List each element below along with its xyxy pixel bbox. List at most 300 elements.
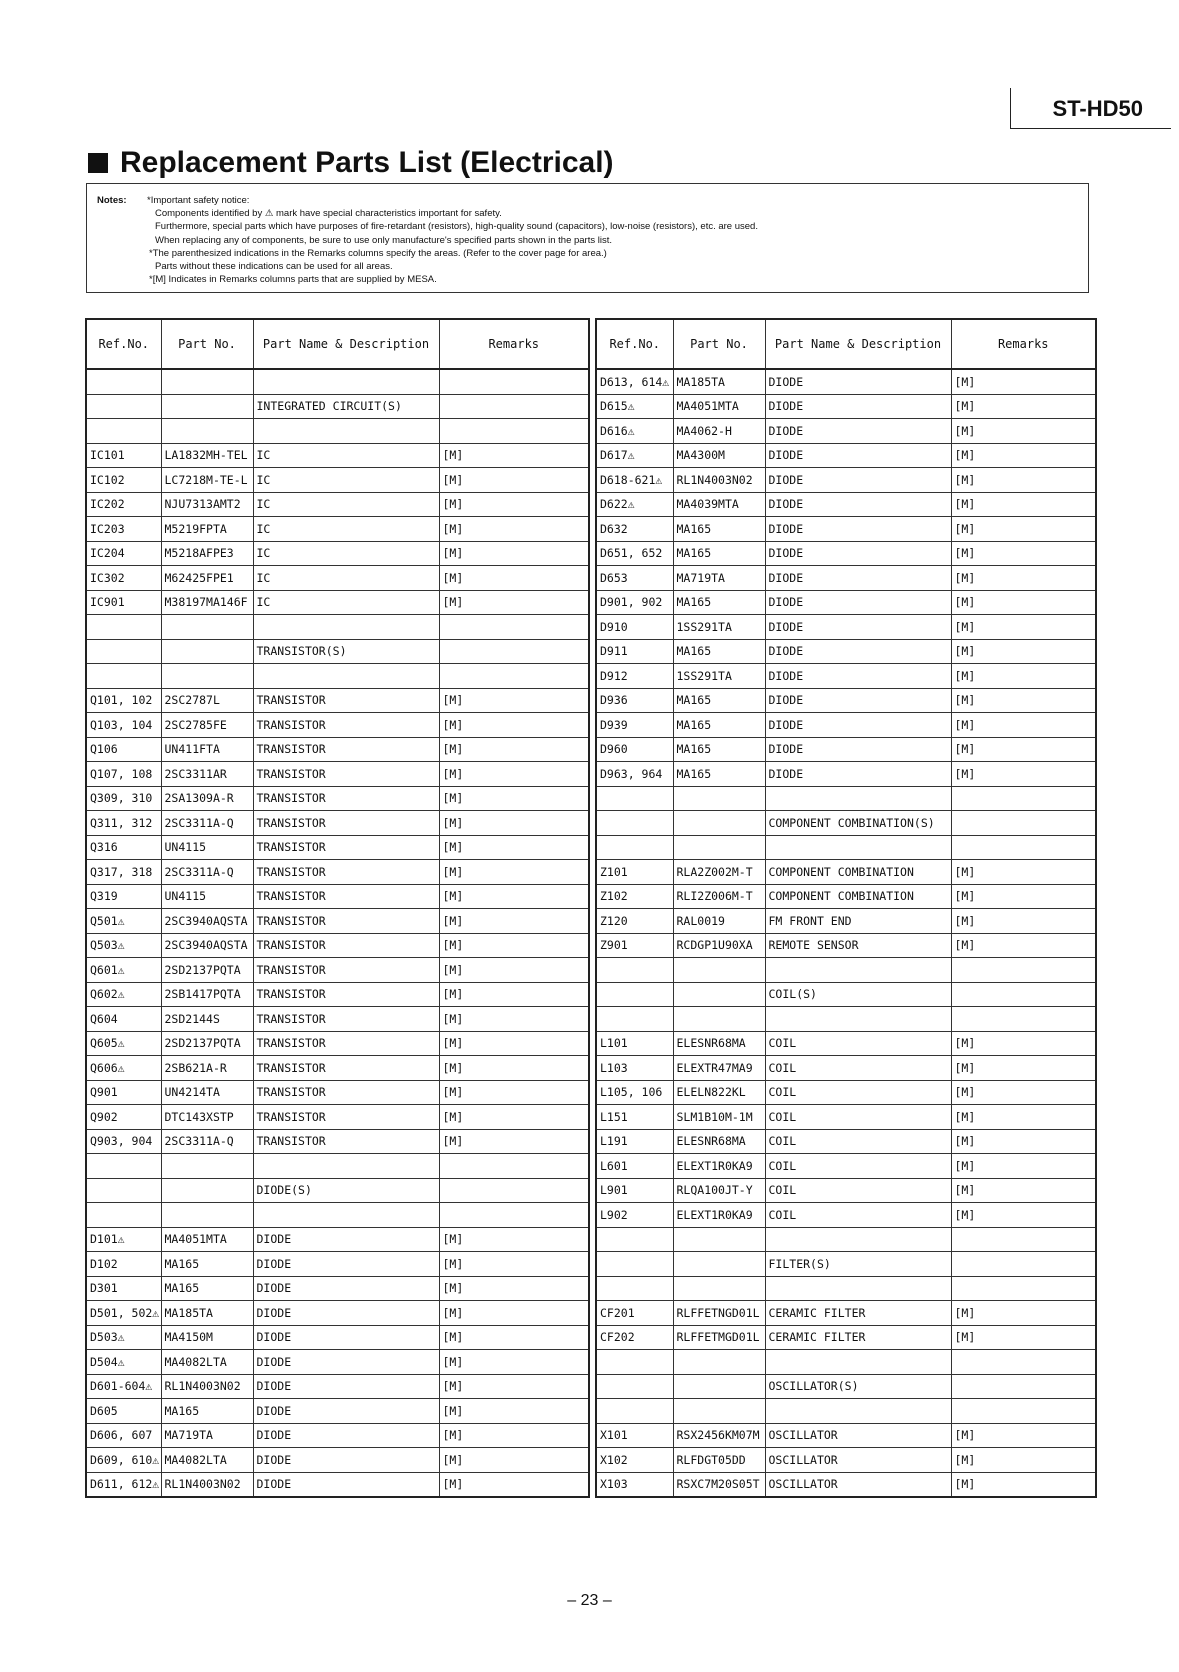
remarks-cell: [M] [439, 1276, 589, 1301]
ref-no-cell: X102 [596, 1448, 673, 1473]
remarks-cell: [M] [951, 933, 1096, 958]
ref-no-cell: Q501⚠ [86, 909, 161, 934]
table-row [86, 517, 589, 542]
table-row [86, 1276, 589, 1301]
part-no-cell: SLM1B10M-1M [673, 1105, 765, 1130]
table-row [596, 1056, 1096, 1081]
table-row [596, 762, 1096, 787]
part-no-cell: UN4115 [161, 884, 253, 909]
part-no-cell: NJU7313AMT2 [161, 492, 253, 517]
description-cell: DIODE [765, 688, 951, 713]
ref-no-cell: Z102 [596, 884, 673, 909]
remarks-cell: [M] [439, 933, 589, 958]
description-cell: TRANSISTOR [253, 688, 439, 713]
description-cell: IC [253, 468, 439, 493]
description-cell: DIODE [253, 1325, 439, 1350]
part-no-cell: ELEXTR47MA9 [673, 1056, 765, 1081]
ref-no-cell: D503⚠ [86, 1325, 161, 1350]
table-row [596, 1276, 1096, 1301]
part-no-cell: 2SC3311A-Q [161, 1129, 253, 1154]
part-no-cell [161, 639, 253, 664]
description-cell: DIODE [253, 1301, 439, 1326]
table-row [86, 933, 589, 958]
remarks-cell: [M] [439, 1301, 589, 1326]
part-no-cell: MA4300M [673, 443, 765, 468]
ref-no-cell: L902 [596, 1203, 673, 1228]
description-cell: REMOTE SENSOR [765, 933, 951, 958]
table-row [596, 909, 1096, 934]
description-cell: TRANSISTOR [253, 958, 439, 983]
notes-line: Parts without these indications can be used for all areas. [155, 261, 393, 273]
remarks-cell: [M] [439, 1472, 589, 1497]
remarks-cell: [M] [951, 639, 1096, 664]
remarks-cell: [M] [951, 713, 1096, 738]
table-row [86, 1178, 589, 1203]
remarks-cell [951, 958, 1096, 983]
part-no-cell: RLFDGT05DD [673, 1448, 765, 1473]
remarks-cell: [M] [439, 541, 589, 566]
table-row [86, 1252, 589, 1277]
ref-no-cell: L191 [596, 1129, 673, 1154]
part-no-cell: MA165 [673, 762, 765, 787]
table-row [596, 541, 1096, 566]
description-cell: CERAMIC FILTER [765, 1325, 951, 1350]
ref-no-cell: Q601⚠ [86, 958, 161, 983]
table-row [86, 639, 589, 664]
ref-no-cell: D615⚠ [596, 394, 673, 419]
remarks-cell: [M] [439, 1350, 589, 1375]
description-cell: DIODE [765, 541, 951, 566]
part-no-cell: DTC143XSTP [161, 1105, 253, 1130]
table-row [86, 394, 589, 419]
page-title-row [88, 146, 614, 180]
ref-no-cell: Q309, 310 [86, 786, 161, 811]
remarks-cell: [M] [439, 1007, 589, 1032]
description-cell: TRANSISTOR [253, 762, 439, 787]
ref-no-cell [86, 1154, 161, 1179]
description-cell: OSCILLATOR [765, 1423, 951, 1448]
ref-no-cell [86, 664, 161, 689]
part-no-cell: RLFFETMGD01L [673, 1325, 765, 1350]
part-no-cell [673, 958, 765, 983]
ref-no-cell: D911 [596, 639, 673, 664]
remarks-cell [439, 394, 589, 419]
ref-no-cell [596, 1227, 673, 1252]
table-row [86, 492, 589, 517]
description-cell: TRANSISTOR [253, 860, 439, 885]
part-no-cell: RCDGP1U90XA [673, 933, 765, 958]
remarks-cell: [M] [951, 443, 1096, 468]
table-row [596, 1031, 1096, 1056]
ref-no-cell [86, 1203, 161, 1228]
ref-no-cell: Q606⚠ [86, 1056, 161, 1081]
description-cell: FM FRONT END [765, 909, 951, 934]
table-row [86, 1154, 589, 1179]
description-cell: DIODE [765, 615, 951, 640]
table-row [86, 419, 589, 444]
header-remarks: Remarks [439, 319, 589, 369]
part-no-cell [673, 1350, 765, 1375]
description-cell [765, 1350, 951, 1375]
part-no-cell: 1SS291TA [673, 664, 765, 689]
part-no-cell: 2SC3940AQSTA [161, 933, 253, 958]
remarks-cell [951, 1374, 1096, 1399]
parts-table-left [85, 318, 590, 1498]
ref-no-cell: D504⚠ [86, 1350, 161, 1375]
description-cell: COIL [765, 1154, 951, 1179]
table-row [596, 688, 1096, 713]
ref-no-cell: IC202 [86, 492, 161, 517]
ref-no-cell: L601 [596, 1154, 673, 1179]
ref-no-cell [596, 1350, 673, 1375]
description-cell [253, 1154, 439, 1179]
remarks-cell: [M] [439, 590, 589, 615]
ref-no-cell: D960 [596, 737, 673, 762]
description-cell: DIODE [253, 1399, 439, 1424]
table-row [86, 1007, 589, 1032]
table-row [596, 1129, 1096, 1154]
remarks-cell: [M] [951, 1056, 1096, 1081]
ref-no-cell: D653 [596, 566, 673, 591]
part-no-cell: 2SC3311AR [161, 762, 253, 787]
description-cell: TRANSISTOR [253, 909, 439, 934]
remarks-cell [951, 982, 1096, 1007]
part-no-cell: RAL0019 [673, 909, 765, 934]
part-no-cell [673, 1252, 765, 1277]
ref-no-cell: D963, 964 [596, 762, 673, 787]
remarks-cell: [M] [951, 884, 1096, 909]
table-row [596, 517, 1096, 542]
ref-no-cell: D609, 610⚠ [86, 1448, 161, 1473]
ref-no-cell [596, 1374, 673, 1399]
ref-no-cell: Q503⚠ [86, 933, 161, 958]
header-part-name: Part Name & Description [765, 319, 951, 369]
description-cell: DIODE [253, 1448, 439, 1473]
ref-no-cell: IC203 [86, 517, 161, 542]
table-row [596, 1007, 1096, 1032]
description-cell: IC [253, 566, 439, 591]
header-remarks: Remarks [951, 319, 1096, 369]
remarks-cell [439, 419, 589, 444]
remarks-cell [951, 1252, 1096, 1277]
description-cell: TRANSISTOR [253, 933, 439, 958]
header-part-no: Part No. [161, 319, 253, 369]
description-cell: TRANSISTOR [253, 786, 439, 811]
description-cell: DIODE [765, 639, 951, 664]
part-no-cell [161, 1203, 253, 1228]
part-no-cell [161, 1178, 253, 1203]
ref-no-cell: D618-621⚠ [596, 468, 673, 493]
table-row [86, 443, 589, 468]
part-no-cell: 2SD2137PQTA [161, 958, 253, 983]
part-no-cell [673, 982, 765, 1007]
ref-no-cell [86, 369, 161, 394]
table-row [596, 982, 1096, 1007]
part-no-cell [161, 615, 253, 640]
table-row [86, 835, 589, 860]
ref-no-cell: CF202 [596, 1325, 673, 1350]
description-cell: COIL [765, 1178, 951, 1203]
part-no-cell [161, 419, 253, 444]
remarks-cell: [M] [439, 1031, 589, 1056]
ref-no-cell [86, 419, 161, 444]
description-cell: TRANSISTOR [253, 713, 439, 738]
table-row [86, 737, 589, 762]
part-no-cell: ELESNR68MA [673, 1129, 765, 1154]
table-header-row [596, 319, 1096, 369]
remarks-cell: [M] [439, 517, 589, 542]
part-no-cell [673, 1007, 765, 1032]
remarks-cell: [M] [439, 1252, 589, 1277]
table-row [596, 419, 1096, 444]
part-no-cell: MA165 [673, 639, 765, 664]
ref-no-cell: D901, 902 [596, 590, 673, 615]
description-cell: COMPONENT COMBINATION(S) [765, 811, 951, 836]
table-row [596, 1203, 1096, 1228]
table-row [596, 786, 1096, 811]
header-ref-no: Ref.No. [86, 319, 161, 369]
part-no-cell: 2SD2137PQTA [161, 1031, 253, 1056]
description-cell: COIL [765, 1080, 951, 1105]
table-row [86, 1031, 589, 1056]
table-row [596, 1301, 1096, 1326]
table-row [86, 1129, 589, 1154]
part-no-cell: MA165 [673, 541, 765, 566]
description-cell [765, 1007, 951, 1032]
part-no-cell: 1SS291TA [673, 615, 765, 640]
table-row [86, 468, 589, 493]
table-row [596, 1374, 1096, 1399]
description-cell [765, 958, 951, 983]
description-cell: DIODE [253, 1276, 439, 1301]
remarks-cell [951, 811, 1096, 836]
model-number: ST-HD50 [1052, 96, 1143, 121]
table-row [86, 958, 589, 983]
table-row [86, 860, 589, 885]
ref-no-cell: D501, 502⚠ [86, 1301, 161, 1326]
table-row [596, 566, 1096, 591]
remarks-cell: [M] [439, 737, 589, 762]
remarks-cell: [M] [951, 1301, 1096, 1326]
table-row [86, 1056, 589, 1081]
part-no-cell: MA4150M [161, 1325, 253, 1350]
remarks-cell: [M] [439, 1399, 589, 1424]
ref-no-cell: L103 [596, 1056, 673, 1081]
table-row [596, 394, 1096, 419]
remarks-cell: [M] [951, 1105, 1096, 1130]
remarks-cell: [M] [439, 1129, 589, 1154]
description-cell [765, 786, 951, 811]
remarks-cell: [M] [439, 1374, 589, 1399]
ref-no-cell: D601-604⚠ [86, 1374, 161, 1399]
table-row [596, 860, 1096, 885]
part-no-cell: RL1N4003N02 [161, 1472, 253, 1497]
table-row [596, 639, 1096, 664]
table-row [596, 1178, 1096, 1203]
table-row [86, 1374, 589, 1399]
part-no-cell [673, 1276, 765, 1301]
table-row [86, 590, 589, 615]
ref-no-cell [86, 639, 161, 664]
part-no-cell: RLA2Z002M-T [673, 860, 765, 885]
table-row [86, 1203, 589, 1228]
notes-box [86, 183, 1089, 293]
table-row [86, 884, 589, 909]
header-part-no: Part No. [673, 319, 765, 369]
ref-no-cell [596, 1276, 673, 1301]
ref-no-cell: Q103, 104 [86, 713, 161, 738]
notes-line: Furthermore, special parts which have purposes of fire-retardant (resistors), high-quality sound (capacitors), low-noise (resistors), etc. are used. [155, 221, 758, 233]
part-no-cell: LC7218M-TE-L [161, 468, 253, 493]
table-row [596, 835, 1096, 860]
page-title: Replacement Parts List (Electrical) [120, 146, 614, 179]
description-cell: TRANSISTOR(S) [253, 639, 439, 664]
description-cell: COIL [765, 1105, 951, 1130]
ref-no-cell [596, 786, 673, 811]
remarks-cell: [M] [951, 688, 1096, 713]
ref-no-cell: D605 [86, 1399, 161, 1424]
part-no-cell [673, 835, 765, 860]
part-no-cell: 2SC2787L [161, 688, 253, 713]
table-row [596, 468, 1096, 493]
ref-no-cell: Q101, 102 [86, 688, 161, 713]
remarks-cell: [M] [951, 566, 1096, 591]
table-row [596, 1227, 1096, 1252]
table-row [596, 884, 1096, 909]
remarks-cell: [M] [951, 1154, 1096, 1179]
part-no-cell [673, 786, 765, 811]
table-row [86, 982, 589, 1007]
remarks-cell: [M] [951, 590, 1096, 615]
table-row [86, 1105, 589, 1130]
remarks-cell: [M] [439, 443, 589, 468]
notes-line: *The parenthesized indications in the Remarks columns specify the areas. (Refer to the cover page for area.) [149, 247, 607, 259]
table-row [86, 713, 589, 738]
remarks-cell [439, 1178, 589, 1203]
part-no-cell: RLQA100JT-Y [673, 1178, 765, 1203]
description-cell: DIODE [253, 1227, 439, 1252]
part-no-cell: MA4051MTA [161, 1227, 253, 1252]
part-no-cell: M5219FPTA [161, 517, 253, 542]
table-row [596, 1448, 1096, 1473]
description-cell: DIODE [765, 762, 951, 787]
description-cell: COMPONENT COMBINATION [765, 860, 951, 885]
ref-no-cell: Q106 [86, 737, 161, 762]
table-row [596, 1080, 1096, 1105]
description-cell: DIODE [253, 1252, 439, 1277]
ref-no-cell: Q319 [86, 884, 161, 909]
remarks-cell: [M] [951, 492, 1096, 517]
part-no-cell [673, 811, 765, 836]
remarks-cell: [M] [951, 860, 1096, 885]
table-row [596, 737, 1096, 762]
ref-no-cell: Q316 [86, 835, 161, 860]
ref-no-cell: Z901 [596, 933, 673, 958]
remarks-cell [951, 1350, 1096, 1375]
description-cell [253, 369, 439, 394]
description-cell: DIODE [765, 517, 951, 542]
table-row [596, 664, 1096, 689]
part-no-cell: MA165 [673, 590, 765, 615]
ref-no-cell: Q317, 318 [86, 860, 161, 885]
ref-no-cell: IC102 [86, 468, 161, 493]
description-cell [253, 615, 439, 640]
part-no-cell: MA4039MTA [673, 492, 765, 517]
description-cell: TRANSISTOR [253, 982, 439, 1007]
remarks-cell: [M] [439, 958, 589, 983]
description-cell: DIODE [765, 369, 951, 394]
ref-no-cell [596, 811, 673, 836]
ref-no-cell: Q902 [86, 1105, 161, 1130]
table-row [596, 443, 1096, 468]
part-no-cell: RL1N4003N02 [673, 468, 765, 493]
remarks-cell: [M] [439, 835, 589, 860]
table-row [596, 713, 1096, 738]
table-row [86, 811, 589, 836]
description-cell: DIODE [253, 1350, 439, 1375]
description-cell [253, 419, 439, 444]
description-cell: DIODE(S) [253, 1178, 439, 1203]
table-row [86, 762, 589, 787]
description-cell: DIODE [765, 713, 951, 738]
ref-no-cell: X103 [596, 1472, 673, 1497]
remarks-cell: [M] [951, 468, 1096, 493]
ref-no-cell [596, 958, 673, 983]
remarks-cell [951, 786, 1096, 811]
ref-no-cell [86, 394, 161, 419]
remarks-cell: [M] [439, 786, 589, 811]
notes-text: *Important safety notice: [147, 195, 250, 206]
remarks-cell: [M] [951, 394, 1096, 419]
remarks-cell: [M] [439, 688, 589, 713]
ref-no-cell: D939 [596, 713, 673, 738]
table-row [86, 1472, 589, 1497]
remarks-cell: [M] [951, 369, 1096, 394]
part-no-cell: MA719TA [673, 566, 765, 591]
ref-no-cell [596, 835, 673, 860]
part-no-cell: 2SC3940AQSTA [161, 909, 253, 934]
description-cell: OSCILLATOR [765, 1448, 951, 1473]
header-part-name: Part Name & Description [253, 319, 439, 369]
part-no-cell: M62425FPE1 [161, 566, 253, 591]
description-cell: IC [253, 492, 439, 517]
part-no-cell: ELEXT1R0KA9 [673, 1154, 765, 1179]
remarks-cell: [M] [439, 884, 589, 909]
part-no-cell: ELESNR68MA [673, 1031, 765, 1056]
ref-no-cell: Q903, 904 [86, 1129, 161, 1154]
table-row [596, 811, 1096, 836]
ref-no-cell: D617⚠ [596, 443, 673, 468]
description-cell [253, 664, 439, 689]
notes-line: When replacing any of components, be sure to use only manufacture's specified parts shown in the parts list. [155, 234, 613, 246]
description-cell: DIODE [765, 492, 951, 517]
description-cell: TRANSISTOR [253, 835, 439, 860]
part-no-cell: 2SD2144S [161, 1007, 253, 1032]
table-row [86, 541, 589, 566]
description-cell: DIODE [253, 1374, 439, 1399]
table-row [86, 1301, 589, 1326]
remarks-cell: [M] [951, 737, 1096, 762]
part-no-cell [673, 1227, 765, 1252]
remarks-cell: [M] [439, 1325, 589, 1350]
remarks-cell: [M] [951, 1472, 1096, 1497]
part-no-cell [161, 369, 253, 394]
ref-no-cell: D301 [86, 1276, 161, 1301]
remarks-cell [951, 1399, 1096, 1424]
ref-no-cell: Q605⚠ [86, 1031, 161, 1056]
ref-no-cell [596, 1252, 673, 1277]
part-no-cell: RLI2Z006M-T [673, 884, 765, 909]
